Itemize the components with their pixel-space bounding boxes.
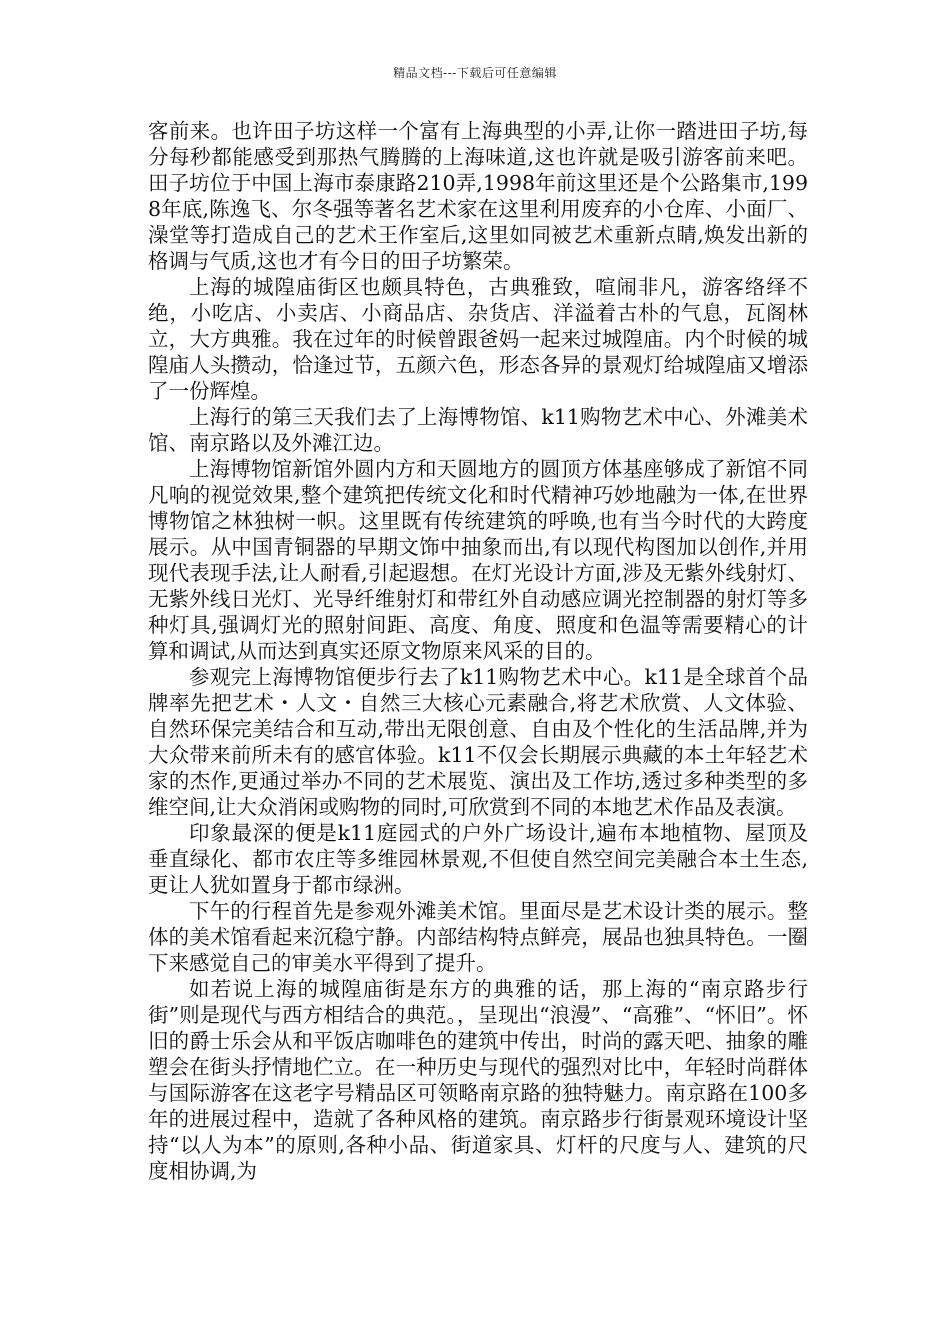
document-body <box>148 118 808 1184</box>
paragraph-k11-garden: 印象最深的便是k11庭园式的户外广场设计,遍布本地植物、屋顶及垂直绿化、都市农庄等多维园林景观,不但使自然空间完美融合本土生态,更让人犹如置身于都市绿洲。 <box>148 821 808 897</box>
paragraph-tianzifang-continued: 客前来。也许田子坊这样一个富有上海典型的小弄,让你一踏进田子坊,每分每秒都能感受到那热气腾腾的上海味道,这也许就是吸引游客前来吧。田子坊位于中国上海市泰康路210弄,1998年前这里还是个公路集市,1998年底,陈逸飞、尔冬强等著名艺术家在这里利用废弃的小仓库、小面厂、澡堂等打造成自己的艺术王作室后,这里如同被艺术重新点睛,焕发出新的格调与气质,这也才有今日的田子坊繁荣。 <box>148 119 808 273</box>
paragraph-shanghai-museum: 上海博物馆新馆外圆内方和天圆地方的圆顶方体基座够成了新馆不同凡响的视觉效果,整个建筑把传统文化和时代精神巧妙地融为一体,在世界博物馆之林独树一帜。这里既有传统建筑的呼唤,也有当今时代的大跨度展示。从中国青铜器的早期文饰中抽象而出,有以现代构图加以创作,并用现代表现手法,让人耐看,引起遐想。在灯光设计方面,涉及无紫外线射灯、无紫外线日光灯、光导纤维射灯和带红外自动感应调光控制器的射灯等多种灯具,强调灯光的照射间距、高度、角度、照度和色温等需要精心的计算和调试,从而达到真实还原文物原来风采的目的。 <box>148 457 808 663</box>
paragraph-day-three: 上海行的第三天我们去了上海博物馆、k11购物艺术中心、外滩美术馆、南京路以及外滩江边。 <box>148 405 808 455</box>
paragraph-bund-art-museum: 下午的行程首先是参观外滩美术馆。里面尽是艺术设计类的展示。整体的美术馆看起来沉稳宁静。内部结构特点鲜亮，展品也独具特色。一圈下来感觉自己的审美水平得到了提升。 <box>148 899 808 975</box>
page-header: 精品文档---下载后可任意编辑 <box>393 66 557 80</box>
paragraph-k11-center: 参观完上海博物馆便步行去了k11购物艺术中心。k11是全球首个品牌率先把艺术・人文・自然三大核心元素融合,将艺术欣赏、人文体验、自然环保完美结合和互动,带出无限创意、自由及个性化的生活品牌,并为大众带来前所未有的感官体验。k11不仅会长期展示典藏的本土年轻艺术家的杰作,更通过举办不同的艺术展览、演出及工作坊,透过多种类型的多维空间,让大众消闲或购物的同时,可欣赏到不同的本地艺术作品及表演。 <box>148 665 808 819</box>
paragraph-nanjing-road: 如若说上海的城隍庙街是东方的典雅的话，那上海的“南京路步行街”则是现代与西方相结合的典范。，呈现出“浪漫”、“高雅”、“怀旧”。怀旧的爵士乐会从和平饭店咖啡色的建筑中传出，时尚的露天吧、抽象的雕塑会在街头抒情地伫立。在一种历史与现代的强烈对比中，年轻时尚群体与国际游客在这老字号精品区可领略南京路的独特魅力。南京路在100多年的进展过程中，造就了各种风格的建筑。南京路步行街景观环境设计坚持“以人为本”的原则,各种小品、街道家具、灯杆的尺度与人、建筑的尺度相协调,为 <box>148 977 808 1183</box>
paragraph-chenghuang-temple: 上海的城隍庙街区也颇具特色，古典雅致，喧闹非凡，游客络绎不绝，小吃店、小卖店、小商品店、杂货店、洋溢着古朴的气息，瓦阁林立，大方典雅。我在过年的时候曾跟爸妈一起来过城隍庙。内个时候的城隍庙人头攒动，恰逢过节，五颜六色，形态各异的景观灯给城隍庙又增添了一份辉煌。 <box>148 275 808 403</box>
